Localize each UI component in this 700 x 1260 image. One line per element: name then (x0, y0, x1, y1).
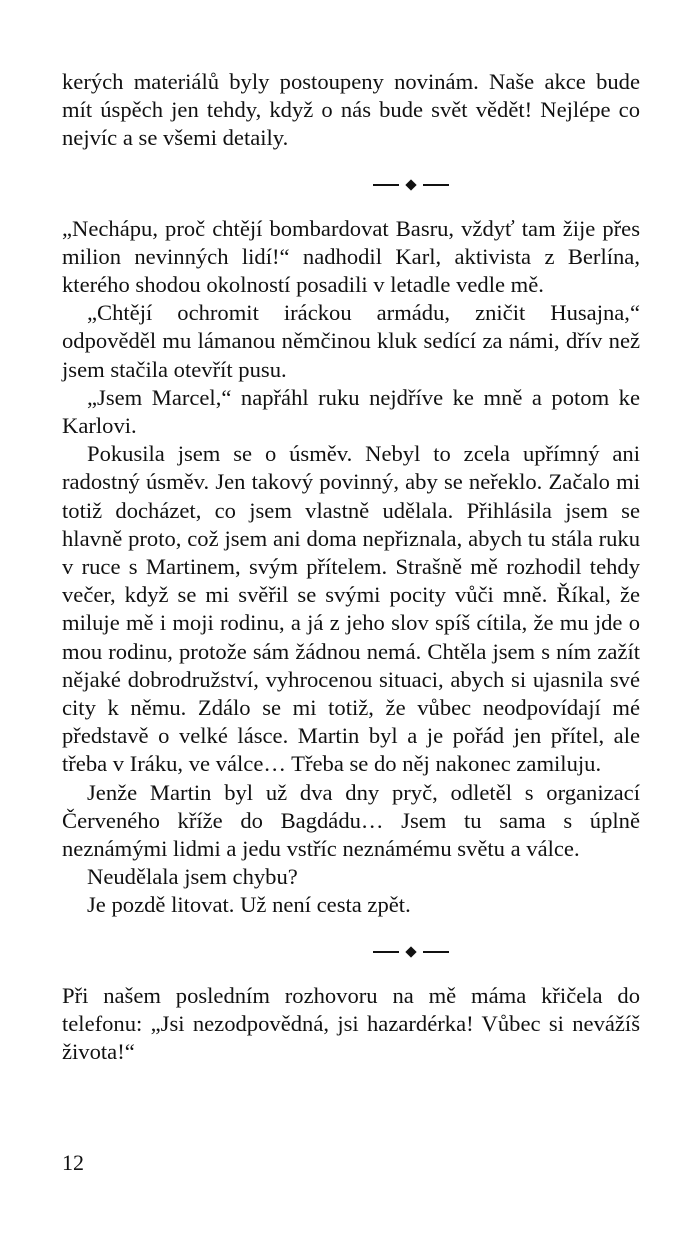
page-body (62, 68, 640, 1066)
paragraph-martin-gone: Jenže Martin byl už dva dny pryč, odletěl s organizací Červeného kříže do Bagdádu… Jsem tu sama s úplně neznámými lidmi a jedu vstříc neznámému světu a válce. (62, 779, 640, 862)
separator-dash-right (423, 184, 449, 186)
section-separator (62, 153, 640, 215)
paragraph-mother-call: Při našem posledním rozhovoru na mě máma křičela do telefonu: „Jsi nezodpovědná, jsi hazardérka! Vůbec si nevážíš života!“ (62, 982, 640, 1065)
separator-dash-left (373, 951, 399, 953)
separator-dash-left (373, 184, 399, 186)
paragraph-continuation: kerých materiálů byly postoupeny novinám. Naše akce bude mít úspěch jen tehdy, když o nás bude svět vědět! Nejlépe co nejvíc a se všemi detaily. (62, 69, 640, 151)
section-separator (62, 920, 640, 982)
page-number: 12 (62, 1150, 84, 1175)
paragraph-narrative: Pokusila jsem se o úsměv. Nebyl to zcela upřímný ani radostný úsměv. Jen takový povinný, aby se neřeklo. Začalo mi totiž docházet, co jsem vlastně udělala. Přihlásila jsem se hlavně proto, což jsem ani doma nepřiznala, abych tu stála ruku v ruce s Martinem, svým přítelem. Strašně mě rozhodil tehdy večer, když se mi svěřil se svými pocity vůči mně. Říkal, že miluje mě i moji rodinu, a já z jeho slov spíš cítila, že mu jde o mou rodinu, protože sám žádnou nemá. Chtěla jsem s ním zažít nějaké dobrodružství, vyhrocenou situaci, abych si ujasnila své city k němu. Zdálo se mi totiž, že vůbec neodpovídají mé představě o velké lásce. Martin byl a je pořád jen přítel, ale třeba v Iráku, ve válce… Třeba se do něj nakonec zamiluju. (62, 441, 640, 777)
paragraph-dialogue-reply: „Chtějí ochromit iráckou armádu, zničit Husajna,“ odpověděl mu lámanou němčinou kluk sedící za námi, dřív než jsem stačila otevřít pusu. (62, 300, 640, 382)
separator-dash-right (423, 951, 449, 953)
diamond-icon (405, 946, 416, 957)
diamond-icon (405, 179, 416, 190)
paragraph-dialogue-marcel: „Jsem Marcel,“ napřáhl ruku nejdříve ke mně a potom ke Karlovi. (62, 384, 640, 439)
paragraph-regret: Je pozdě litovat. Už není cesta zpět. (87, 892, 411, 918)
paragraph-question: Neudělala jsem chybu? (87, 864, 298, 890)
paragraph-dialogue-karl: „Nechápu, proč chtějí bombardovat Basru, vždyť tam žije přes milion nevinných lidí!“ nadhodil Karl, aktivista z Berlína, kterého shodou okolností posadili v letadle vedle mě. (62, 215, 640, 298)
